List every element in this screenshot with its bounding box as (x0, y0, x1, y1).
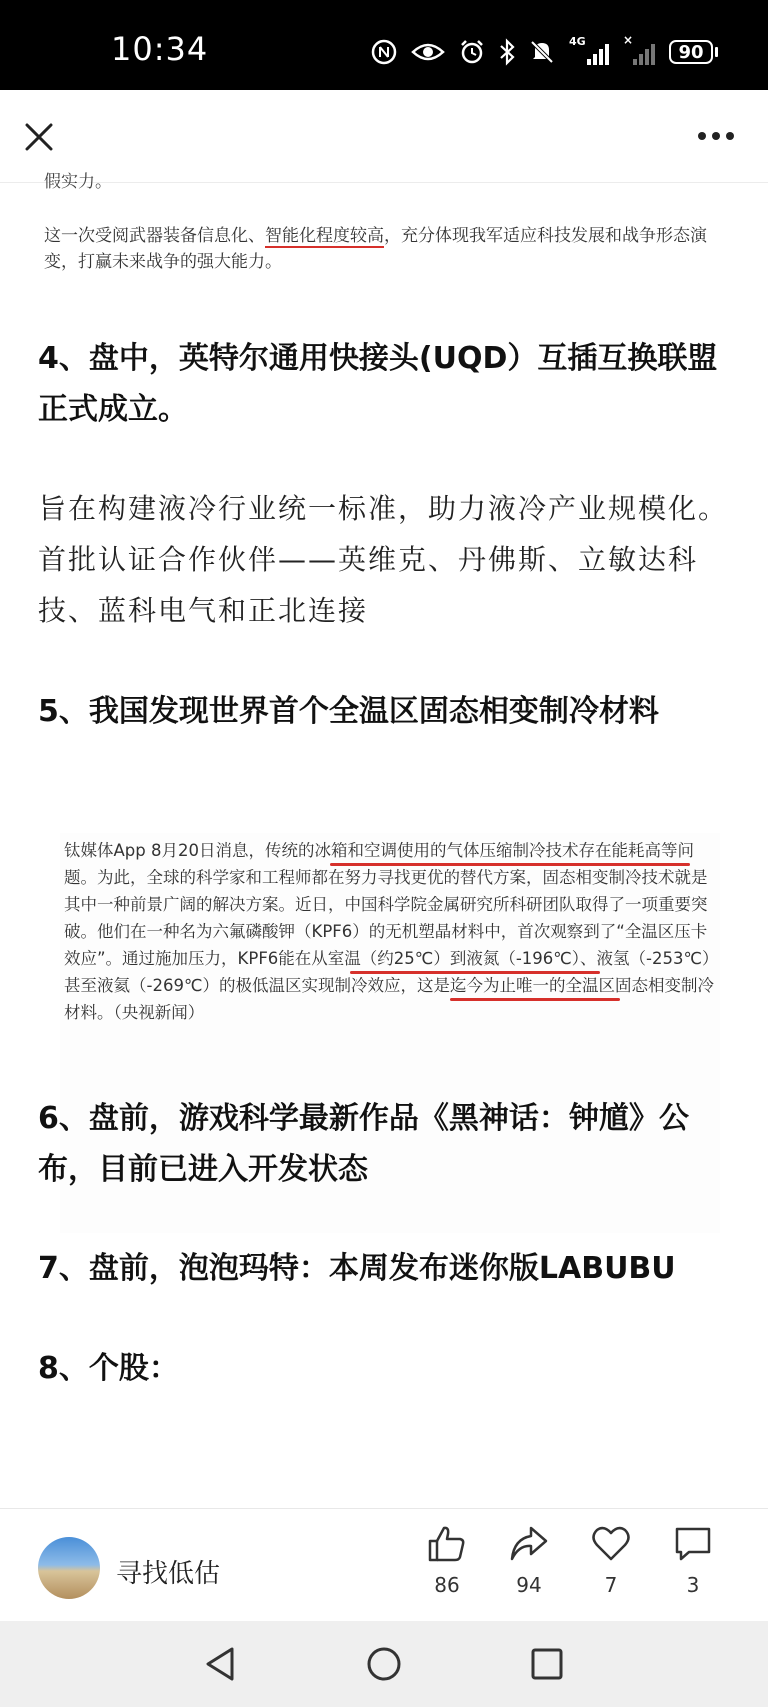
comment-count: 3 (686, 1573, 700, 1597)
heading-6: 6、盘前，游戏科学最新作品《黑神话：钟馗》公布，目前已进入开发状态 (38, 1101, 689, 1187)
favorite-count: 7 (604, 1573, 618, 1597)
bluetooth-icon (499, 39, 515, 65)
close-icon (20, 118, 58, 156)
author-name[interactable]: 寻找低估 (116, 1559, 221, 1589)
status-time: 10:34 (111, 30, 209, 68)
top-bar (0, 90, 768, 183)
back-icon (200, 1643, 242, 1685)
body-4: 旨在构建液冷行业统一标准，助力液冷产业规模化。首批认证合作伙伴——英维克、丹佛斯、立敏达科技、蓝科电气和正北连接 (38, 492, 729, 627)
signal-icon (569, 35, 609, 65)
heading-8: 8、个股： (38, 1351, 179, 1386)
author-avatar[interactable] (38, 1537, 100, 1599)
heading-7: 7、盘前，泡泡玛特：本周发布迷你版LABUBU (38, 1251, 676, 1286)
news-screenshot-text: 钛媒体App 8月20日消息，传统的冰箱和空调使用的气体压缩制冷技术存在能耗高等问题。为此，全球的科学家和工程师都在努力寻找更优的替代方案，固态相变制冷技术就是其中一种前景广阔的解决方案。近日，中国科学院金属研究所科研团队取得了一项重要突破。他们在一种名为六氟磷酸钾（KPF6）的无机塑晶材料中，首次观察到了“全温区压卡效应”。通过施加压力，KPF6能在从室温（约25℃）到液氮（-196℃）、液氢（-253℃）甚至液氦（-269℃）的极低温区实现制冷效应，这是迄今为止唯一的全温区固态相变制冷材料。（央视新闻） (64, 841, 714, 1022)
clipped-text: 假实力。 (44, 172, 112, 192)
mute-icon (529, 39, 555, 65)
comment-button[interactable] (658, 1525, 728, 1597)
status-bar (0, 0, 768, 90)
recent-apps-button[interactable] (526, 1643, 568, 1685)
highlight-line (330, 863, 690, 866)
comment-icon (673, 1525, 713, 1563)
heading-5: 5、我国发现世界首个全温区固态相变制冷材料 (38, 694, 659, 729)
alarm-icon (459, 39, 485, 65)
network-type: 4G (569, 35, 586, 48)
highlight-line (450, 998, 620, 1001)
highlight-line (350, 971, 600, 974)
share-button[interactable] (494, 1525, 564, 1597)
no-signal-icon: × (623, 39, 655, 65)
like-count: 86 (434, 1573, 460, 1597)
close-button[interactable] (20, 118, 58, 156)
quote-part1: 这一次受阅武器装备信息化、 (44, 226, 265, 246)
thumbs-up-icon (427, 1525, 467, 1563)
quote-underlined: 智能化程度较高 (265, 226, 384, 246)
home-icon (363, 1643, 405, 1685)
battery-icon (669, 40, 718, 64)
back-button[interactable] (200, 1643, 242, 1685)
system-nav-bar (0, 1621, 768, 1707)
status-icons (371, 34, 718, 70)
more-button[interactable] (694, 118, 738, 154)
home-button[interactable] (363, 1643, 405, 1685)
heart-icon (591, 1525, 631, 1563)
eye-icon (411, 40, 445, 64)
share-icon (509, 1525, 549, 1563)
like-button[interactable] (412, 1525, 482, 1597)
quote-part2: ，充分体现我军适应科技发展和战争形态演变，打赢未来战争的强大能力。 (44, 226, 707, 272)
article-content[interactable] (0, 172, 768, 1508)
more-icon (694, 118, 738, 154)
nfc-icon (371, 39, 397, 65)
quote-paragraph (44, 223, 734, 275)
share-count: 94 (516, 1573, 542, 1597)
favorite-button[interactable] (576, 1525, 646, 1597)
battery-level: 90 (678, 41, 704, 63)
recent-apps-icon (526, 1643, 568, 1685)
bottom-action-bar (0, 1508, 768, 1622)
heading-4: 4、盘中，英特尔通用快接头(UQD）互插互换联盟正式成立。 (38, 341, 718, 427)
